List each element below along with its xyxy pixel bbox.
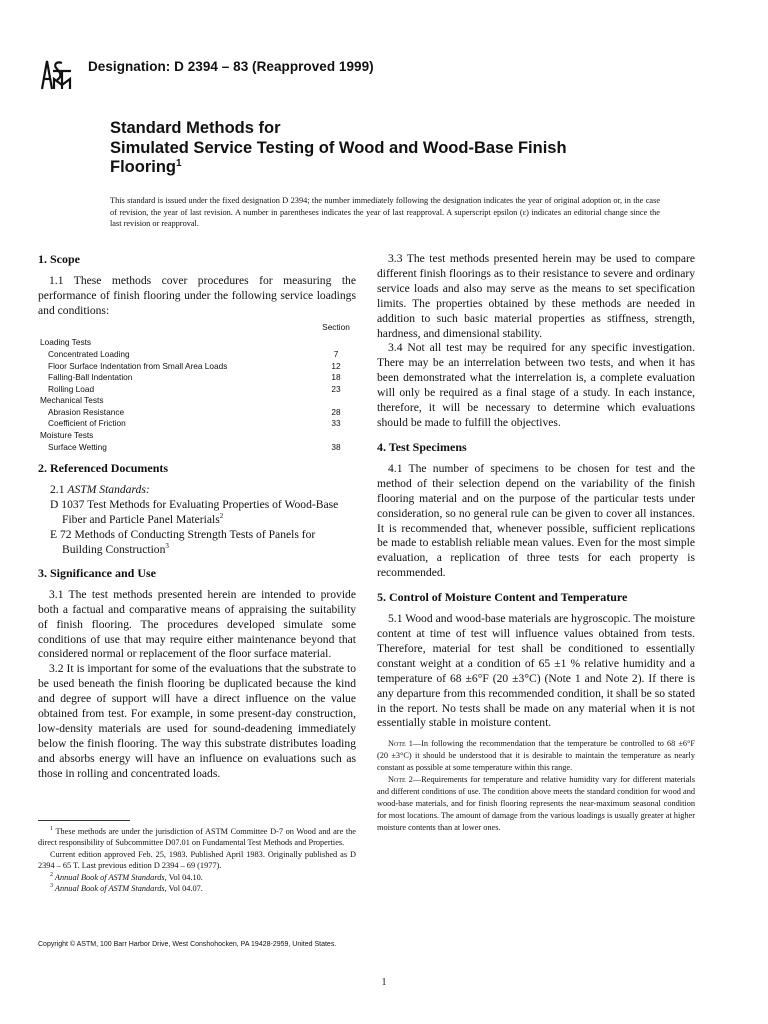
section-table-label: Mechanical Tests <box>40 395 104 406</box>
section-table-row <box>38 407 356 419</box>
section-table-number: 7 <box>333 348 339 359</box>
title-line-2: Simulated Service Testing of Wood and Wood-Base Finish <box>110 138 567 157</box>
reference-d1037: D 1037 Test Methods for Evaluating Properties of Wood-Base Fiber and Particle Panel Materials$^2$ <box>50 498 339 527</box>
section-table-number: 23 <box>331 383 341 394</box>
title-footnote-mark: 1 <box>175 158 182 169</box>
moisture-paragraph: 5.1 Wood and wood-base materials are hygroscopic. The moisture content at time of test will influence values obtained from tests. Therefore, material for test shall be conditioned to essentially constant weight at a condition of 65 ±1 % relative humidity and a temperature of 68 ±6°F (20 ±3°C) (Note 1 and Note 2). If there is any departure from this recommended condition, it shall be so stated in the report. No tests shall be made on any material when it is not essentially stable in moisture content. <box>377 612 695 730</box>
title-line-3: Flooring$^1$ <box>110 158 182 176</box>
scope-heading: 1. Scope <box>38 252 80 266</box>
notes <box>377 738 695 834</box>
section-table-category <box>38 430 356 442</box>
section-table-number: 12 <box>331 360 341 371</box>
section-table-row <box>38 372 356 384</box>
section-table-row <box>38 442 356 454</box>
section-table-row <box>38 384 356 396</box>
section-table-number <box>316 337 356 349</box>
section-table-number <box>316 430 356 442</box>
significance-paragraph-4: 3.4 Not all test may be required for any specific investigation. There may be an interrelation between two tests, and when it has been demonstrated what the interrelation is, a complete evaluation will only be required as a final stage of a study. In each instance, therefore, it will be necessary to determine which evaluations should be made to fulfill the objectives. <box>377 341 695 429</box>
moisture-heading: 5. Control of Moisture Content and Temperature <box>377 590 628 605</box>
test-specimens-heading: 4. Test Specimens <box>377 439 467 454</box>
left-column <box>38 252 356 782</box>
section-table-row <box>38 418 356 430</box>
footnote-1: $^1$ These methods are under the jurisdiction of ASTM Committee D-7 on Wood and are the direct responsibility of Subcommittee D07.01 on Fundamental Test Methods and Properties. <box>38 826 356 848</box>
footnote-3: $^3$ Annual Book of ASTM Standards, Vol 04.07. <box>50 883 203 894</box>
section-table-number: 18 <box>331 372 341 383</box>
section-table-number: 28 <box>331 406 341 417</box>
section-table-label: Loading Tests <box>40 337 92 348</box>
section-table-number: 33 <box>331 418 341 429</box>
significance-paragraph-1: 3.1 The test methods presented herein are intended to provide both a factual and comparative means of appraising the suitability of finish flooring. The procedures developed simulate some conditions of use that may require either maintenance beyond that considered normal or replacement of the floor surface material. <box>38 587 356 661</box>
section-table-label: Falling-Ball Indentation <box>48 372 133 383</box>
significance-paragraph-3: 3.3 The test methods presented herein may be used to compare different finish floorings as to their resistance to severe and ordinary service loads and also may serve as the means to set specification limits. The properties obtained by these methods are needed in addition to such basic material properties as stiffness, strength, hardness, and dimensional stability. <box>377 252 695 340</box>
section-table-label: Rolling Load <box>48 383 95 394</box>
section-table-row <box>38 349 356 361</box>
footnote-2: $^2$ Annual Book of ASTM Standards, Vol 04.10. <box>50 871 203 882</box>
reference-e72: E 72 Methods of Conducting Strength Tests of Panels for Building Construction$^3$ <box>50 527 316 556</box>
section-table-number <box>316 395 356 407</box>
section-table <box>38 322 356 454</box>
page-number: 1 <box>381 977 387 988</box>
note-2: Note 2—Requirements for temperature and relative humidity vary for different materials and different conditions of use. The condition above meets the standard condition for wood and wood-base materials, and for finish flooring represents the near-maximum seasonal condition for most locations. The amount of damage from the various loadings is usually greater at higher moisture contents than at lower ones. <box>377 775 695 833</box>
section-table-label: Floor Surface Indentation from Small Area Loads <box>48 360 228 371</box>
section-table-label: Concentrated Loading <box>48 348 130 359</box>
referenced-documents-heading: 2. Referenced Documents <box>38 461 169 476</box>
document-header <box>38 50 728 100</box>
section-table-header: Section <box>322 321 350 332</box>
section-table-category <box>38 337 356 349</box>
designation: Designation: D 2394 – 83 (Reapproved 1999) <box>88 59 374 74</box>
astm-logo-icon <box>38 55 78 95</box>
significance-paragraph-2: 3.2 It is important for some of the evaluations that the substrate to be used beneath the finish flooring be duplicated because the kind and degree of support will have a direct influence on the value obtained from test. For example, in some present-day construction, low-density materials are used for sound-deadening immediately below the finish flooring. The way this substrate distributes loading and absorbs energy will have an influence on evaluations such as those in rolling and concentrated loads. <box>38 662 356 780</box>
right-column <box>377 252 695 834</box>
section-table-label: Coefficient of Friction <box>48 418 126 429</box>
footnote-1-edition: Current edition approved Feb. 25, 1983. Published April 1983. Originally published as D 2394 – 65 T. Last previous edition D 2394 – 69 (1977). <box>38 849 356 871</box>
issuance-note: This standard is issued under the fixed designation D 2394; the number immediately following the designation indicates the year of original adoption or, in the case of revision, the year of last revision. A number in parentheses indicates the year of last reapproval. A superscript epsilon (ε) indicates an editorial change since the last revision or reapproval. <box>110 196 660 229</box>
section-table-category <box>38 395 356 407</box>
note-1: Note 1—In following the recommendation that the temperature be controlled to 68 ±6°F (20 ±3°C) it should be understood that it is desirable to maintain the temperature as nearly constant as possible at some temperature within this range. <box>377 739 695 773</box>
section-table-row <box>38 361 356 373</box>
section-table-label: Abrasion Resistance <box>48 406 125 417</box>
astm-standards-label: 2.1 ASTM Standards: <box>50 483 150 497</box>
section-table-label: Moisture Tests <box>40 430 94 441</box>
footnote-divider <box>38 820 130 821</box>
section-table-label: Surface Wetting <box>48 441 107 452</box>
scope-paragraph: 1.1 These methods cover procedures for measuring the performance of finish flooring under the following service loadings and conditions: <box>38 274 356 317</box>
document-title <box>110 119 670 178</box>
footnotes <box>38 826 356 894</box>
significance-heading: 3. Significance and Use <box>38 565 157 580</box>
test-specimens-paragraph: 4.1 The number of specimens to be chosen for test and the method of their selection depend on the variability of the finish flooring material and on the purpose of the particular tests under consideration, so no general rule can be given to cover all instances. It is recommended that, whenever possible, sufficient replications be made to establish reliable mean values. Even for the most simple evaluation, a replication of three tests for each property is recommended. <box>377 461 695 580</box>
section-table-number: 38 <box>331 441 341 452</box>
copyright-notice: Copyright © ASTM, 100 Barr Harbor Drive, West Conshohocken, PA 19428-2959, United States. <box>38 941 337 948</box>
title-line-1: Standard Methods for <box>110 119 281 137</box>
